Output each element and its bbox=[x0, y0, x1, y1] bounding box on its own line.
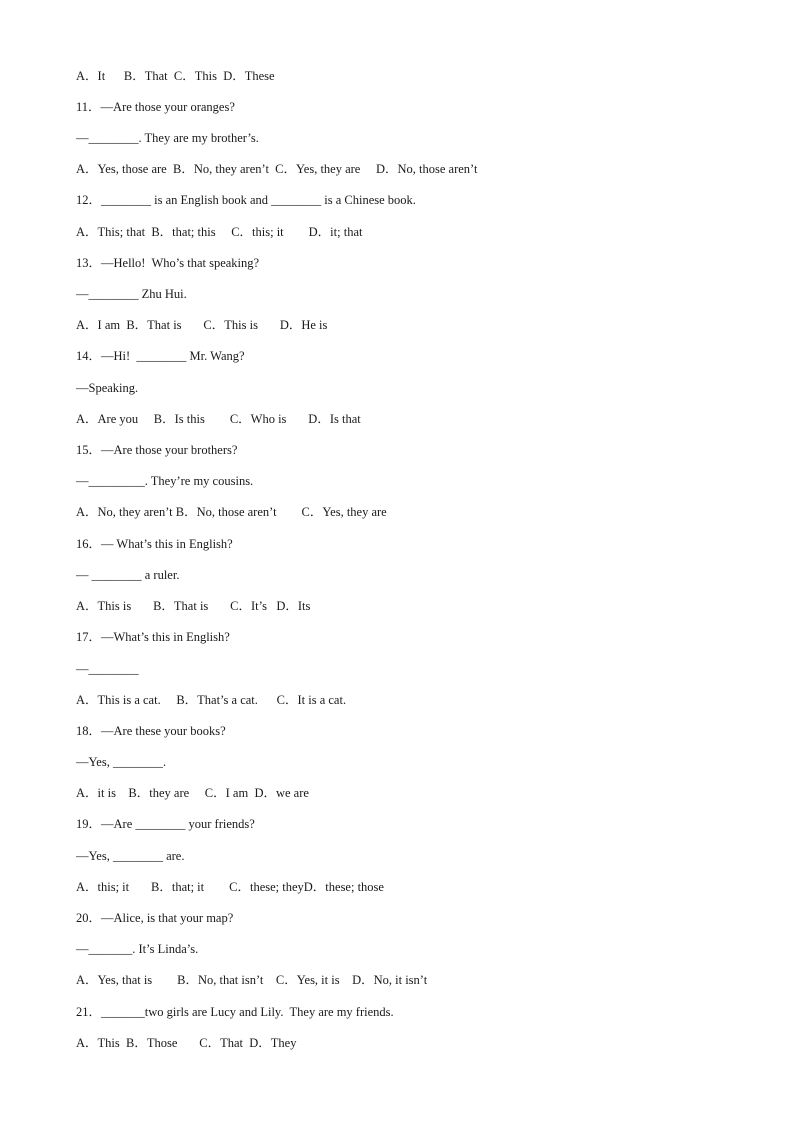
question-line: 19．—Are ________ your friends? bbox=[76, 817, 255, 831]
question-line: A．This is B．That is C．It’s D．Its bbox=[76, 599, 311, 613]
question-line: 13．—Hello! Who’s that speaking? bbox=[76, 256, 260, 270]
question-line: —Speaking. bbox=[76, 381, 139, 395]
question-line: —________ Zhu Hui. bbox=[76, 287, 187, 301]
question-line: A．Yes, that is B．No, that isn’t C．Yes, it is D．No, it isn’t bbox=[76, 973, 428, 987]
question-line: A．this; it B．that; it C．these; theyD．these; those bbox=[76, 880, 384, 894]
question-line: 18．—Are these your books? bbox=[76, 724, 226, 738]
question-line: 21．_______two girls are Lucy and Lily. They are my friends. bbox=[76, 1005, 394, 1019]
question-line: A．Yes, those are B．No, they aren’t C．Yes, they are D．No, those aren’t bbox=[76, 162, 478, 176]
question-line: 11．—Are those your oranges? bbox=[76, 100, 235, 114]
question-line: A．It B．That C．This D．These bbox=[76, 69, 275, 83]
question-line: 12．________ is an English book and ________ is a Chinese book. bbox=[76, 193, 416, 207]
question-line: —________. They are my brother’s. bbox=[76, 131, 259, 145]
question-line: A．This is a cat. B．That’s a cat. C．It is a cat. bbox=[76, 693, 347, 707]
question-line: 14．—Hi! ________ Mr. Wang? bbox=[76, 349, 245, 363]
question-line: A．No, they aren’t B．No, those aren’t C．Yes, they are bbox=[76, 505, 387, 519]
question-line: A．I am B．That is C．This is D．He is bbox=[76, 318, 328, 332]
question-line: 15．—Are those your brothers? bbox=[76, 443, 238, 457]
question-line: 20．—Alice, is that your map? bbox=[76, 911, 234, 925]
question-line: —________ bbox=[76, 662, 139, 676]
question-line: A．it is B．they are C．I am D．we are bbox=[76, 786, 309, 800]
question-line: 16．— What’s this in English? bbox=[76, 537, 233, 551]
question-line: A．This B．Those C．That D．They bbox=[76, 1036, 297, 1050]
question-line: —_________. They’re my cousins. bbox=[76, 474, 254, 488]
question-line: 17．—What’s this in English? bbox=[76, 630, 230, 644]
question-line: A．This; that B．that; this C．this; it D．it; that bbox=[76, 225, 363, 239]
question-line: A．Are you B．Is this C．Who is D．Is that bbox=[76, 412, 361, 426]
question-line: — ________ a ruler. bbox=[76, 568, 180, 582]
question-line: —Yes, ________ are. bbox=[76, 849, 185, 863]
question-line: —_______. It’s Linda’s. bbox=[76, 942, 199, 956]
question-line: —Yes, ________. bbox=[76, 755, 167, 769]
